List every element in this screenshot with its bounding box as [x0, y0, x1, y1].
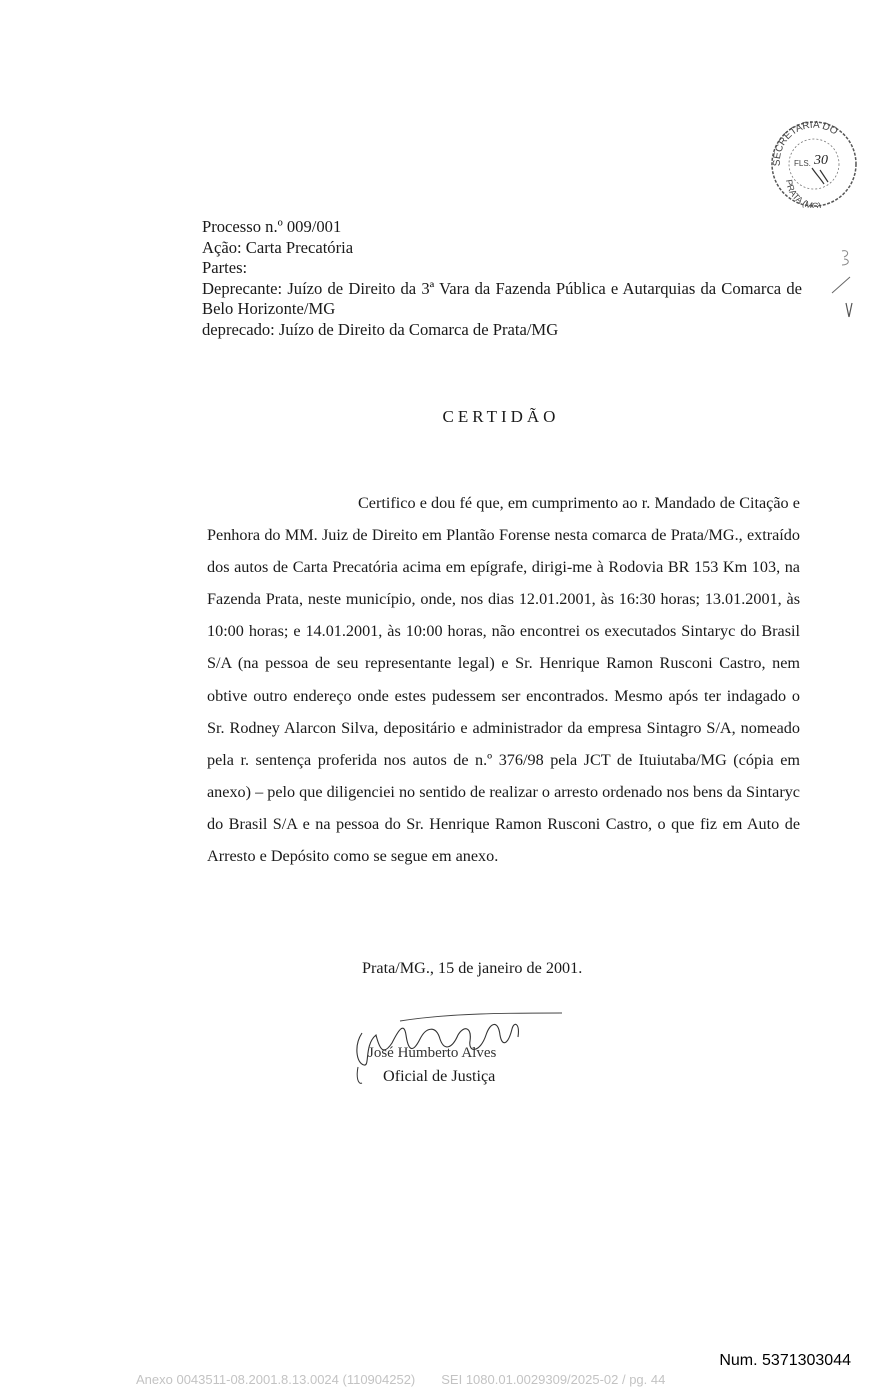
deprecado-line: deprecado: Juízo de Direito da Comarca de Prata/MG: [202, 319, 559, 339]
svg-text:PRATA (MG): [784, 179, 822, 208]
signer-name: José Humberto Alves: [368, 1045, 497, 1061]
stamp-fls-number: 30: [814, 153, 828, 168]
partes-line: Partes:: [202, 258, 248, 277]
secretaria-stamp: [768, 118, 858, 208]
footer-reference: [136, 1372, 665, 1387]
certificate-body: Certifico e dou fé que, em cumprimento ao r. Mandado de Citação e Penhora do MM. Juiz de Direito em Plantão Forense nesta comarca de Prata/MG., extraído dos autos de Carta Precatória acima em epígrafe, dirigi-me à Rodovia BR 153 Km 103, na Fazenda Prata, neste município, onde, nos dias 12.01.2001, às 16:30 horas; 13.01.2001, às 10:00 horas; e 14.01.2001, às 10:00 horas, não encontrei os executados Sintaryc do Brasil S/A (na pessoa de seu representante legal) e Sr. Henrique Ramon Rusconi Castro, nem obtive outro endereço onde estes pudessem ser encontrados. Mesmo após ter indagado o Sr. Rodney Alarcon Silva, depositário e administrador da empresa Sintagro S/A, nomeado pela r. sentença proferida nos autos de n.º 376/98 pela JCT de Ituiutaba/MG (cópia em anexo) – pelo que diligenciei no sentido de realizar o arresto ordenado nos bens da Sintaryc do Brasil S/A e na pessoa do Sr. Henrique Ramon Rusconi Castro, o que fiz em Auto de Arresto e Depósito como se segue em anexo.: [207, 494, 800, 866]
stamp-seal-icon: [768, 118, 858, 208]
dateline: Prata/MG., 15 de janeiro de 2001.: [362, 959, 583, 977]
processo-line: Processo n.º 009/001: [202, 217, 342, 236]
stamp-text-top: SECRETARIA DO: [771, 119, 840, 167]
footer-sei: SEI 1080.01.0029309/2025-02 / pg. 44: [441, 1372, 666, 1387]
case-header: [202, 217, 802, 340]
acao-line: Ação: Carta Precatória: [202, 237, 354, 257]
margin-handwritten-marks: [828, 245, 868, 325]
signer-role: Oficial de Justiça: [383, 1067, 496, 1085]
stamp-fls-label: FLS.: [794, 159, 811, 168]
stamp-text-bottom: PRATA (MG): [783, 178, 822, 208]
document-number: Num. 5371303044: [719, 1352, 851, 1369]
deprecante-line: Deprecante: Juízo de Direito da 3ª Vara da Fazenda Pública e Autarquias da Comarca de Belo Horizonte/MG: [202, 278, 802, 318]
document-title: CERTIDÃO: [442, 407, 560, 426]
signature-block: [340, 1005, 570, 1095]
footer-anexo: Anexo 0043511-08.2001.8.13.0024 (110904252): [136, 1372, 416, 1387]
